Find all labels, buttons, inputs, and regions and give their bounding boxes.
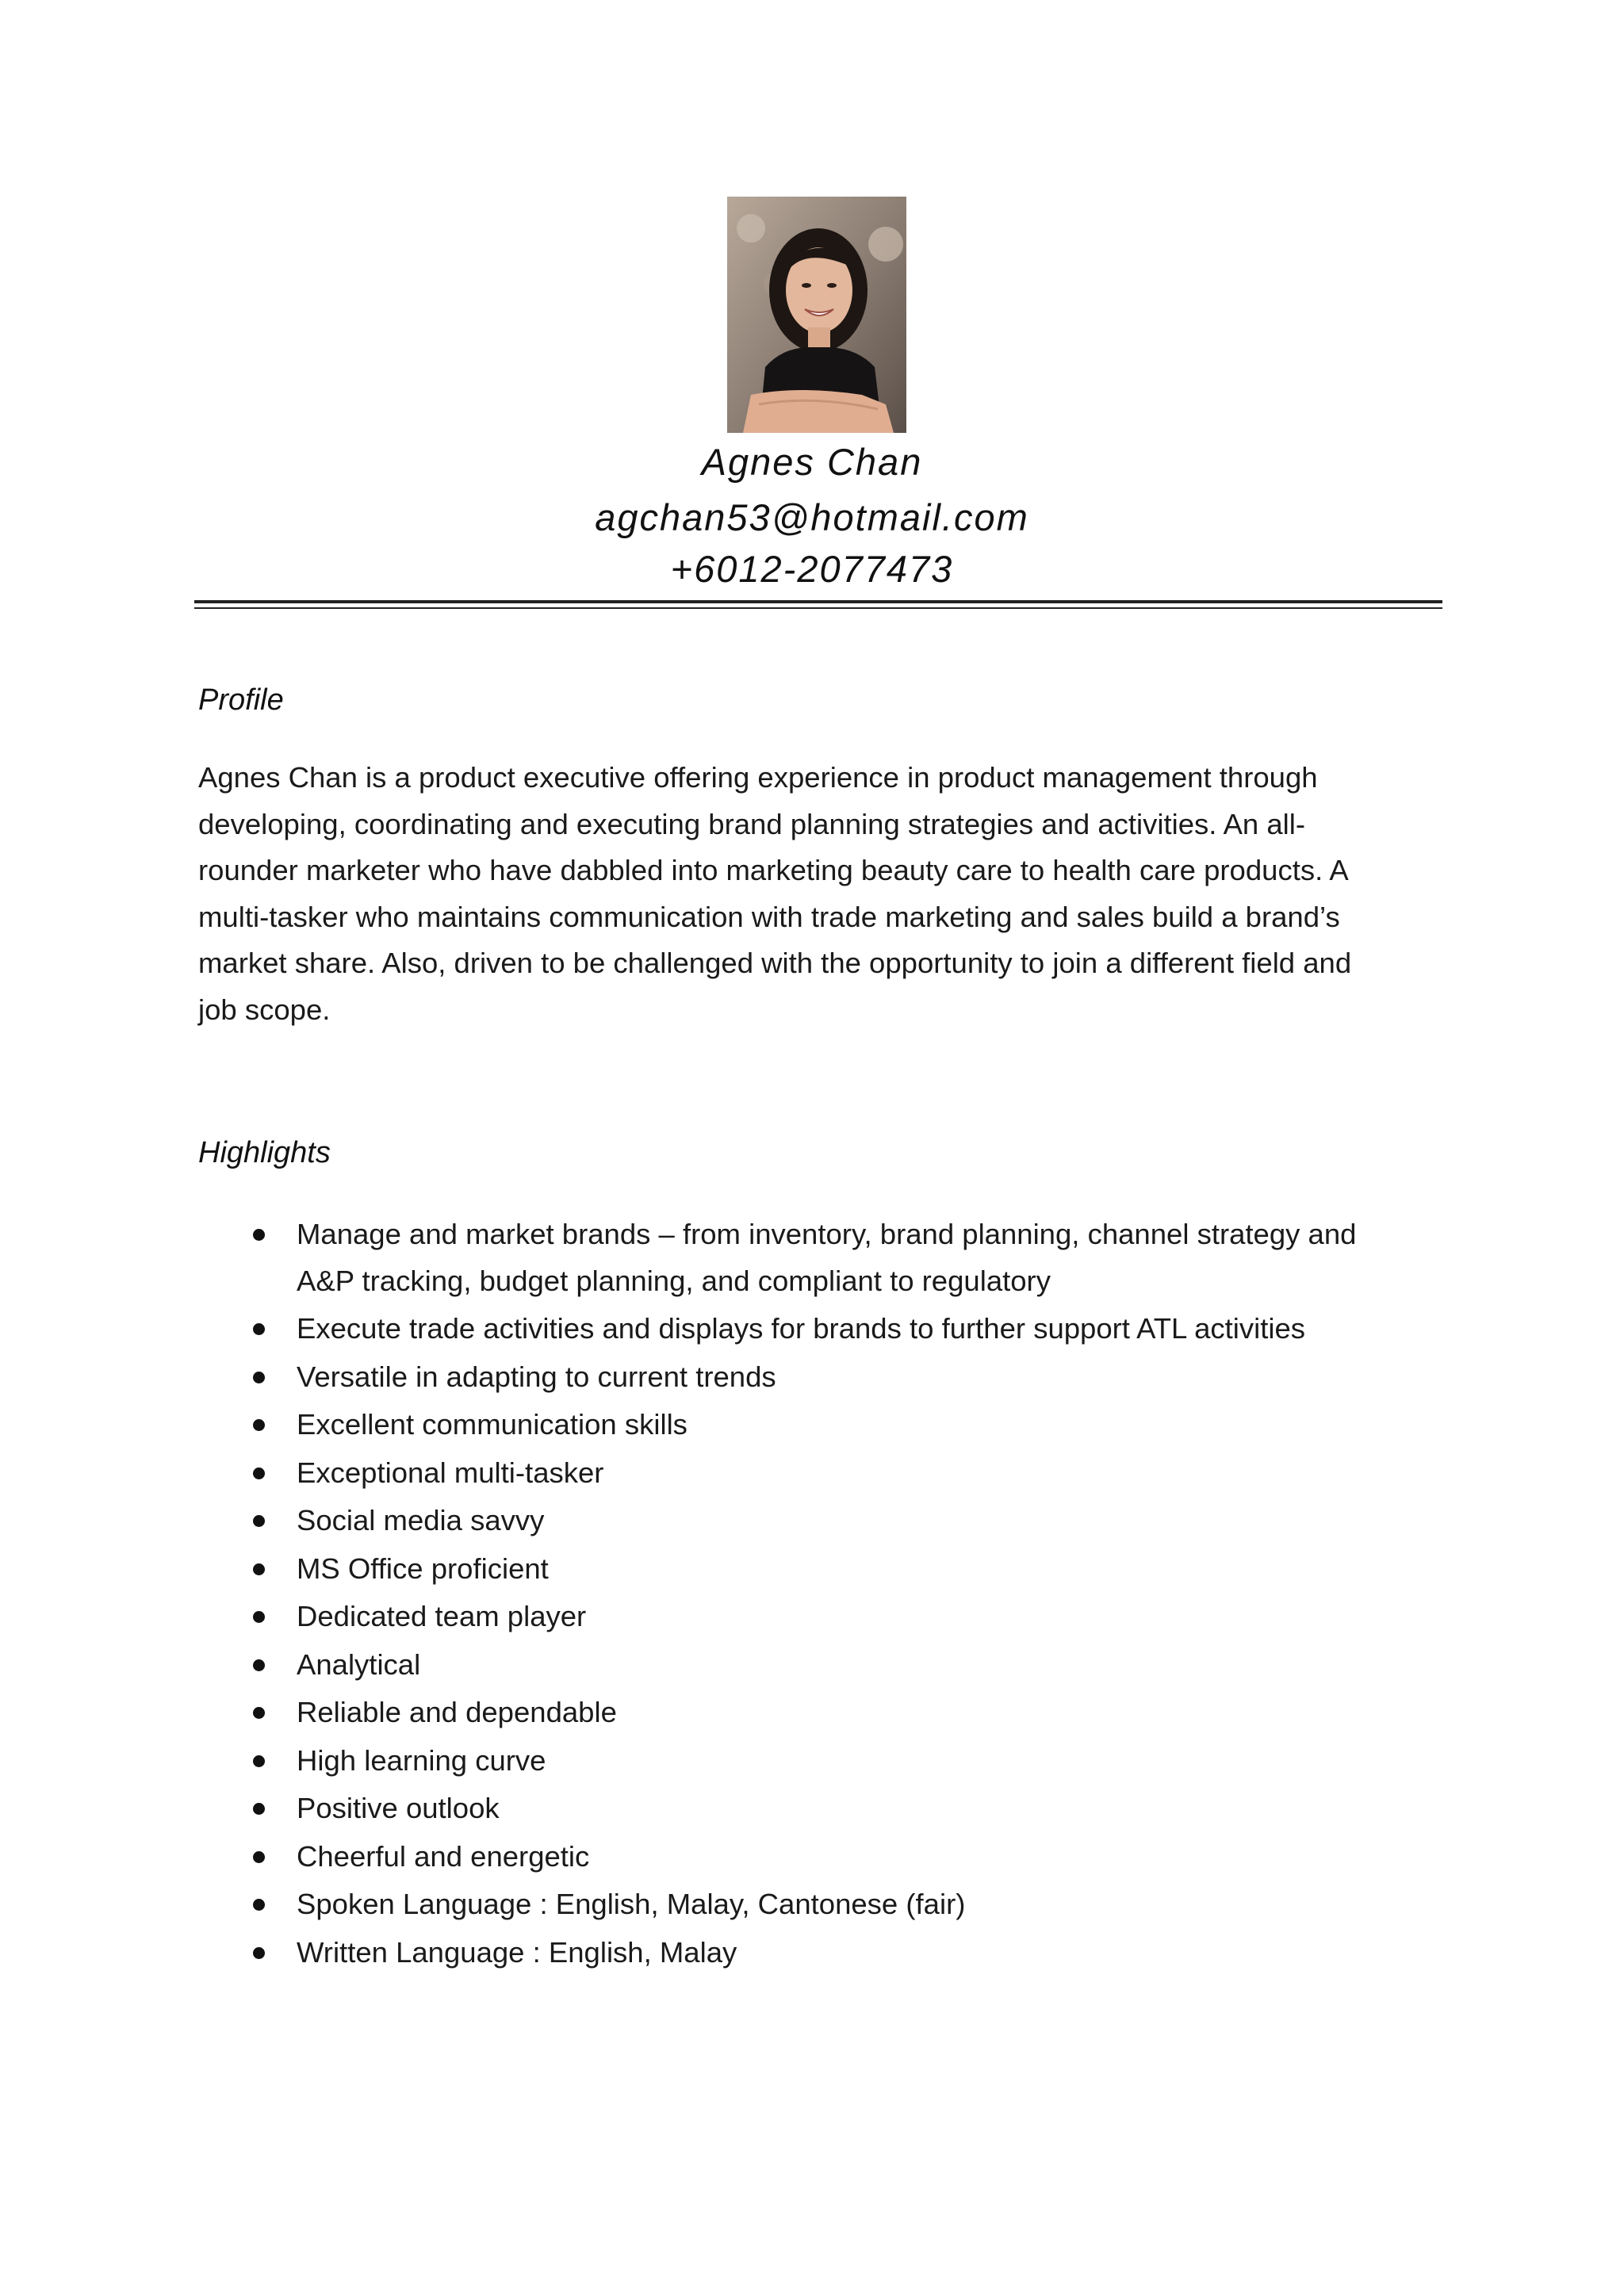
list-item-text: Execute trade activities and displays for brands to further support ATL activities	[297, 1312, 1306, 1345]
profile-line: market share. Also, driven to be challenged with the opportunity to join a different field and	[198, 947, 1352, 979]
bullet-icon	[253, 1851, 265, 1863]
list-item-text: MS Office proficient	[297, 1552, 549, 1585]
profile-paragraph	[198, 755, 1435, 1033]
list-item-text: Excellent communication skills	[297, 1408, 688, 1441]
bullet-icon	[253, 1947, 265, 1959]
list-item-text: Manage and market brands – from inventory, brand planning, channel strategy and	[297, 1218, 1357, 1250]
list-item	[198, 1930, 1451, 1976]
bullet-icon	[253, 1515, 265, 1527]
list-item-text: Versatile in adapting to current trends	[297, 1360, 776, 1393]
highlights-heading: Highlights	[198, 1136, 331, 1169]
list-item-text: High learning curve	[297, 1743, 546, 1777]
portrait-image	[727, 197, 906, 433]
list-item-text: Dedicated team player	[297, 1600, 587, 1632]
list-item	[198, 1450, 1451, 1497]
candidate-name: Agnes Chan	[701, 441, 923, 483]
candidate-phone: +6012-2077473	[670, 548, 954, 590]
candidate-email: agchan53@hotmail.com	[595, 496, 1029, 538]
bullet-icon	[253, 1229, 265, 1241]
profile-line: developing, coordinating and executing brand planning strategies and activities. An all-	[198, 807, 1306, 840]
list-item-text: Cheerful and energetic	[297, 1839, 590, 1873]
bullet-icon	[253, 1659, 265, 1671]
bullet-icon	[253, 1755, 265, 1767]
profile-line: rounder marketer who have dabbled into marketing beauty care to health care products. A	[198, 854, 1349, 886]
list-item	[198, 1546, 1451, 1593]
list-item-text: A&P tracking, budget planning, and compliant to regulatory	[297, 1264, 1051, 1297]
list-item	[198, 1211, 1451, 1304]
list-item	[198, 1402, 1451, 1448]
list-item	[198, 1354, 1451, 1401]
list-item	[198, 1834, 1451, 1881]
bullet-icon	[253, 1468, 265, 1479]
list-item-text: Written Language : English, Malay	[297, 1935, 737, 1969]
header-divider-thick	[194, 600, 1442, 603]
list-item-text: Positive outlook	[297, 1792, 500, 1824]
list-item	[198, 1306, 1451, 1353]
list-item	[198, 1594, 1451, 1640]
bullet-icon	[253, 1803, 265, 1815]
profile-line: Agnes Chan is a product executive offering experience in product management through	[198, 761, 1318, 794]
list-item	[198, 1689, 1451, 1736]
list-item	[198, 1785, 1451, 1832]
list-item-text: Reliable and dependable	[297, 1696, 617, 1728]
bullet-icon	[253, 1372, 265, 1383]
list-item-text: Exceptional multi-tasker	[297, 1456, 604, 1489]
highlights-list	[198, 1211, 1451, 1977]
profile-photo	[727, 197, 906, 433]
bullet-icon	[253, 1563, 265, 1575]
list-item	[198, 1738, 1451, 1785]
list-item	[198, 1642, 1451, 1689]
list-item	[198, 1881, 1451, 1928]
list-item-text: Analytical	[297, 1647, 421, 1681]
bullet-icon	[253, 1611, 265, 1623]
list-item	[198, 1498, 1451, 1544]
list-item-text: Social media savvy	[297, 1504, 545, 1536]
profile-line: multi-tasker who maintains communication with trade marketing and sales build a brand’s	[198, 900, 1340, 933]
bullet-icon	[253, 1419, 265, 1431]
profile-heading: Profile	[198, 683, 284, 717]
header-divider-thin	[194, 607, 1442, 609]
bullet-icon	[253, 1323, 265, 1335]
bullet-icon	[253, 1707, 265, 1719]
list-item-text: Spoken Language : English, Malay, Cantonese (fair)	[297, 1888, 966, 1920]
bullet-icon	[253, 1899, 265, 1911]
profile-line: job scope.	[198, 993, 331, 1026]
